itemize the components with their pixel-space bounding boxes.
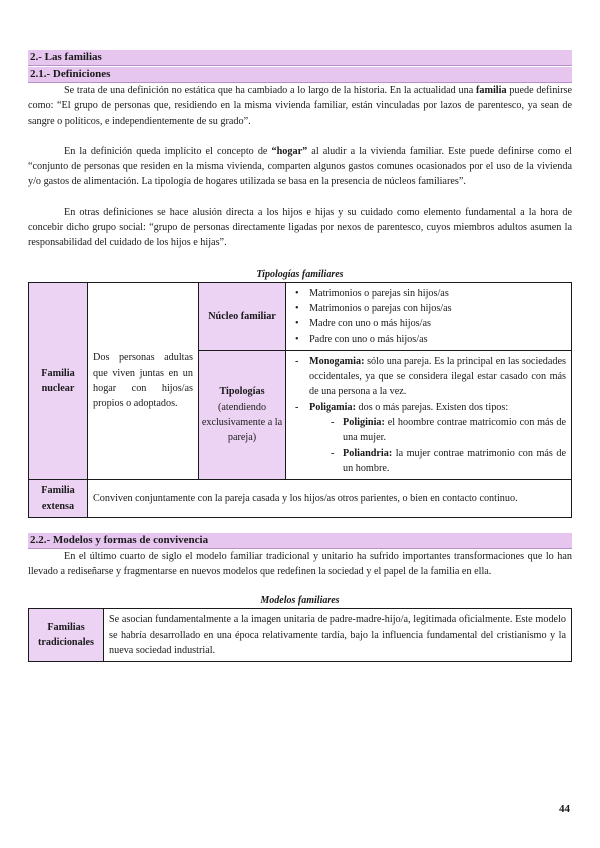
paragraph-familia-definition bbox=[28, 83, 572, 129]
table-row bbox=[29, 282, 572, 350]
row-header-familia-extensa: Familia extensa bbox=[29, 480, 88, 518]
section-heading-familias: 2.- Las familias bbox=[28, 50, 572, 66]
poligamia-types-list bbox=[309, 415, 566, 476]
text-run: Se trata de una definición no estática que ha cambiado a lo largo de la historia. En la actualidad una bbox=[64, 85, 476, 96]
paragraph-hijos-definition: En otras definiciones se hace alusión directa a los hijos e hijas y su cuidado como elemento fundamental a la hora de concebir dicho grupo social: “grupo de personas directamente ligadas por nexos de parentesco, cuyos miembros adultos asumen la responsabilidad del cuidado de los hijos e hijas”. bbox=[28, 206, 572, 249]
paragraph-modelos: En el último cuarto de siglo el modelo familiar tradicional y unitario ha sufrido importantes transformaciones que lo han llevado a rediseñarse y fragmentarse en nuevos modelos que redefinen la sociedad y el papel de la familia en ella. bbox=[28, 550, 572, 578]
cell-extensa-description: Conviven conjuntamente con la pareja casada y los hijos/as otros parientes, o bien en contacto continuo. bbox=[88, 480, 572, 518]
text-run: puede definirse como: “El grupo de personas que, residiendo en la misma vivienda familiar, están vinculadas por lazos de parentesco, ya sean de sangre o políticos, e independientemente de su grado”. bbox=[28, 85, 573, 127]
table-row bbox=[29, 609, 572, 662]
row-header-familias-tradicionales: Familias tradicionales bbox=[29, 609, 104, 662]
text-run: En la definición queda implícito el concepto de bbox=[64, 145, 272, 157]
text-run: al aludir a la vivienda familiar. Este puede definirse como el “conjunto de personas que residen en la misma vivienda, comparten algunos gastos comunes ocasionados por el uso de la vivienda y/o gastos de alimentación. La tipología de hogares utilizada se basa en la presencia de núcleos familiares”. bbox=[28, 145, 572, 188]
text-run: sólo una pareja. Es la principal en las sociedades occidentales, ya que se considera ilegal estar casado con más de una persona a la vez. bbox=[309, 355, 566, 398]
list-item-monogamia bbox=[305, 354, 566, 400]
text-run: la mujer contrae matrimonio con más de un hombre. bbox=[343, 447, 566, 474]
list-item: • Madre con uno o más hijos/as bbox=[305, 316, 566, 331]
table-row bbox=[29, 480, 572, 518]
table-modelos-familiares bbox=[28, 608, 572, 662]
list-item: • Matrimonios o parejas con hijos/as bbox=[305, 301, 566, 316]
term-poliginia: Poliginia: bbox=[343, 417, 385, 429]
table-caption-modelos: Modelos familiares bbox=[260, 595, 340, 607]
page-content bbox=[28, 50, 572, 662]
section-heading-definiciones: 2.1.- Definiciones bbox=[28, 67, 572, 83]
list-item: • Padre con uno o más hijos/as bbox=[305, 332, 566, 347]
term-monogamia: Monogamia: bbox=[309, 355, 365, 367]
cell-tipologias-items bbox=[286, 350, 572, 479]
cell-nucleo-items bbox=[286, 282, 572, 350]
table-tipologias-familiares bbox=[28, 282, 572, 518]
nucleo-items-list bbox=[291, 286, 566, 347]
cell-nucleo-familiar-label bbox=[199, 282, 286, 350]
tipologias-items-list bbox=[291, 354, 566, 476]
list-item-poligamia bbox=[305, 400, 566, 476]
cell-tipologias-label bbox=[199, 350, 286, 479]
list-item: • Matrimonios o parejas sin hijos/as bbox=[305, 286, 566, 301]
paragraph-hogar-definition bbox=[28, 144, 572, 190]
section-heading-modelos: 2.2.- Modelos y formas de convivencia bbox=[28, 533, 572, 549]
cell-nuclear-description: Dos personas adultas que viven juntas en un hogar con hijos/as propios o adoptados. bbox=[88, 282, 199, 480]
row-header-familia-nuclear: Familia nuclear bbox=[29, 282, 88, 480]
term-hogar: “hogar” bbox=[271, 145, 308, 157]
list-item-poliginia bbox=[343, 415, 566, 446]
page-number: 44 bbox=[559, 803, 570, 815]
term-familia: familia bbox=[475, 85, 507, 96]
text-run: dos o más parejas. Existen dos tipos: bbox=[355, 401, 509, 413]
tipologias-title: Tipologías bbox=[219, 386, 265, 398]
list-item-poliandria bbox=[343, 446, 566, 477]
cell-tradicionales-description: Se asocian fundamentalmente a la imagen unitaria de padre-madre-hijo/a, legitimada oficialmente. Este modelo se habría desarrollado en una época relativamente tardía, bajo la influencia fundamental del cristianismo y la nueva sociedad industrial. bbox=[104, 609, 572, 662]
text-run: el hoombre contrae matricomio con más de una mujer. bbox=[343, 417, 566, 444]
nucleo-familiar-title: Núcleo familiar bbox=[208, 310, 276, 322]
term-poliandria: Poliandria: bbox=[343, 447, 393, 459]
term-poligamia: Poligamia: bbox=[309, 401, 356, 413]
tipologias-note: (atendiendo exclusivamente a la pareja) bbox=[201, 401, 283, 444]
table-caption-tipologias: Tipologías familiares bbox=[256, 268, 344, 280]
